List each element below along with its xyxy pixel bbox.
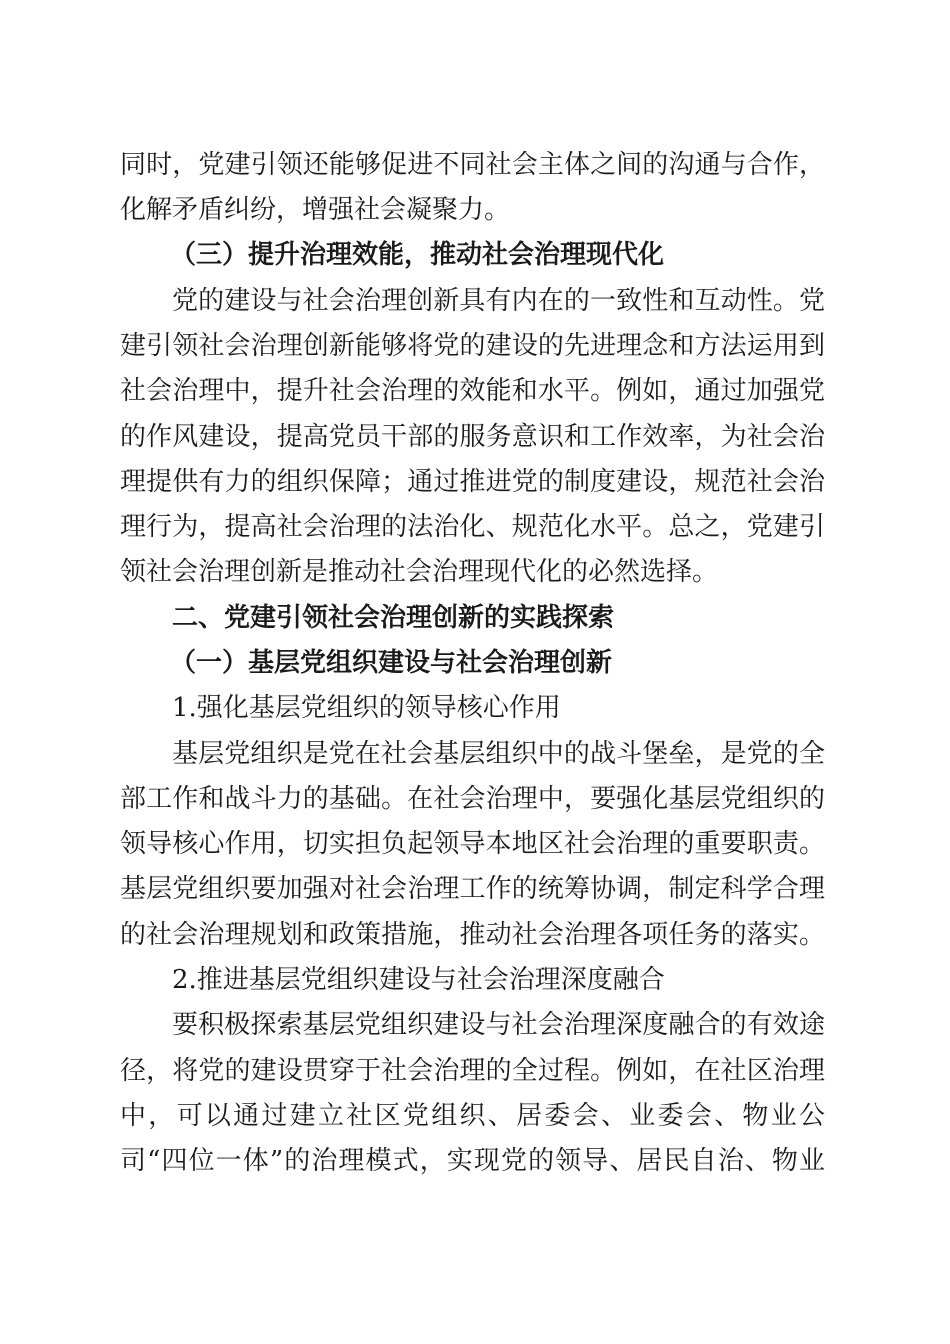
body-line: 社会治理中，提升社会治理的效能和水平。例如，通过加强党 [120, 376, 825, 406]
section-heading: 二、党建引领社会治理创新的实践探索 [172, 603, 615, 633]
paragraph-first-line: 要积极探索基层党组织建设与社会治理深度融合的有效途 [172, 1010, 825, 1040]
body-line: 领导核心作用，切实担负起领导本地区社会治理的重要职责。 [120, 829, 825, 859]
numbered-heading: 1.强化基层党组织的领导核心作用 [172, 693, 561, 723]
body-line: 的作风建设，提高党员干部的服务意识和工作效率，为社会治 [120, 422, 825, 452]
paragraph-first-line: 基层党组织是党在社会基层组织中的战斗堡垒，是党的全 [172, 739, 825, 769]
body-line: 基层党组织要加强对社会治理工作的统筹协调，制定科学合理 [120, 874, 825, 904]
section-subheading: （三）提升治理效能，推动社会治理现代化 [170, 240, 665, 270]
body-line: 径，将党的建设贯穿于社会治理的全过程。例如，在社区治理 [120, 1056, 825, 1086]
body-line: 领社会治理创新是推动社会治理现代化的必然选择。 [120, 557, 719, 587]
body-line: 的社会治理规划和政策措施，推动社会治理各项任务的落实。 [120, 920, 825, 950]
body-line: 中，可以通过建立社区党组织、居委会、业委会、物业公 [120, 1101, 825, 1131]
section-subheading: （一）基层党组织建设与社会治理创新 [170, 648, 613, 678]
body-line: 理行为，提高社会治理的法治化、规范化水平。总之，党建引 [120, 512, 825, 542]
numbered-heading: 2.推进基层党组织建设与社会治理深度融合 [172, 965, 665, 995]
body-line: 司“四位一体”的治理模式，实现党的领导、居民自治、物业 [120, 1146, 825, 1176]
body-line: 化解矛盾纠纷，增强社会凝聚力。 [120, 195, 511, 225]
body-line: 建引领社会治理创新能够将党的建设的先进理念和方法运用到 [120, 331, 825, 361]
body-line: 同时，党建引领还能够促进不同社会主体之间的沟通与合作， [120, 150, 825, 180]
body-line: 部工作和战斗力的基础。在社会治理中，要强化基层党组织的 [120, 784, 825, 814]
body-line: 理提供有力的组织保障；通过推进党的制度建设，规范社会治 [120, 467, 825, 497]
paragraph-first-line: 党的建设与社会治理创新具有内在的一致性和互动性。党 [172, 286, 825, 316]
